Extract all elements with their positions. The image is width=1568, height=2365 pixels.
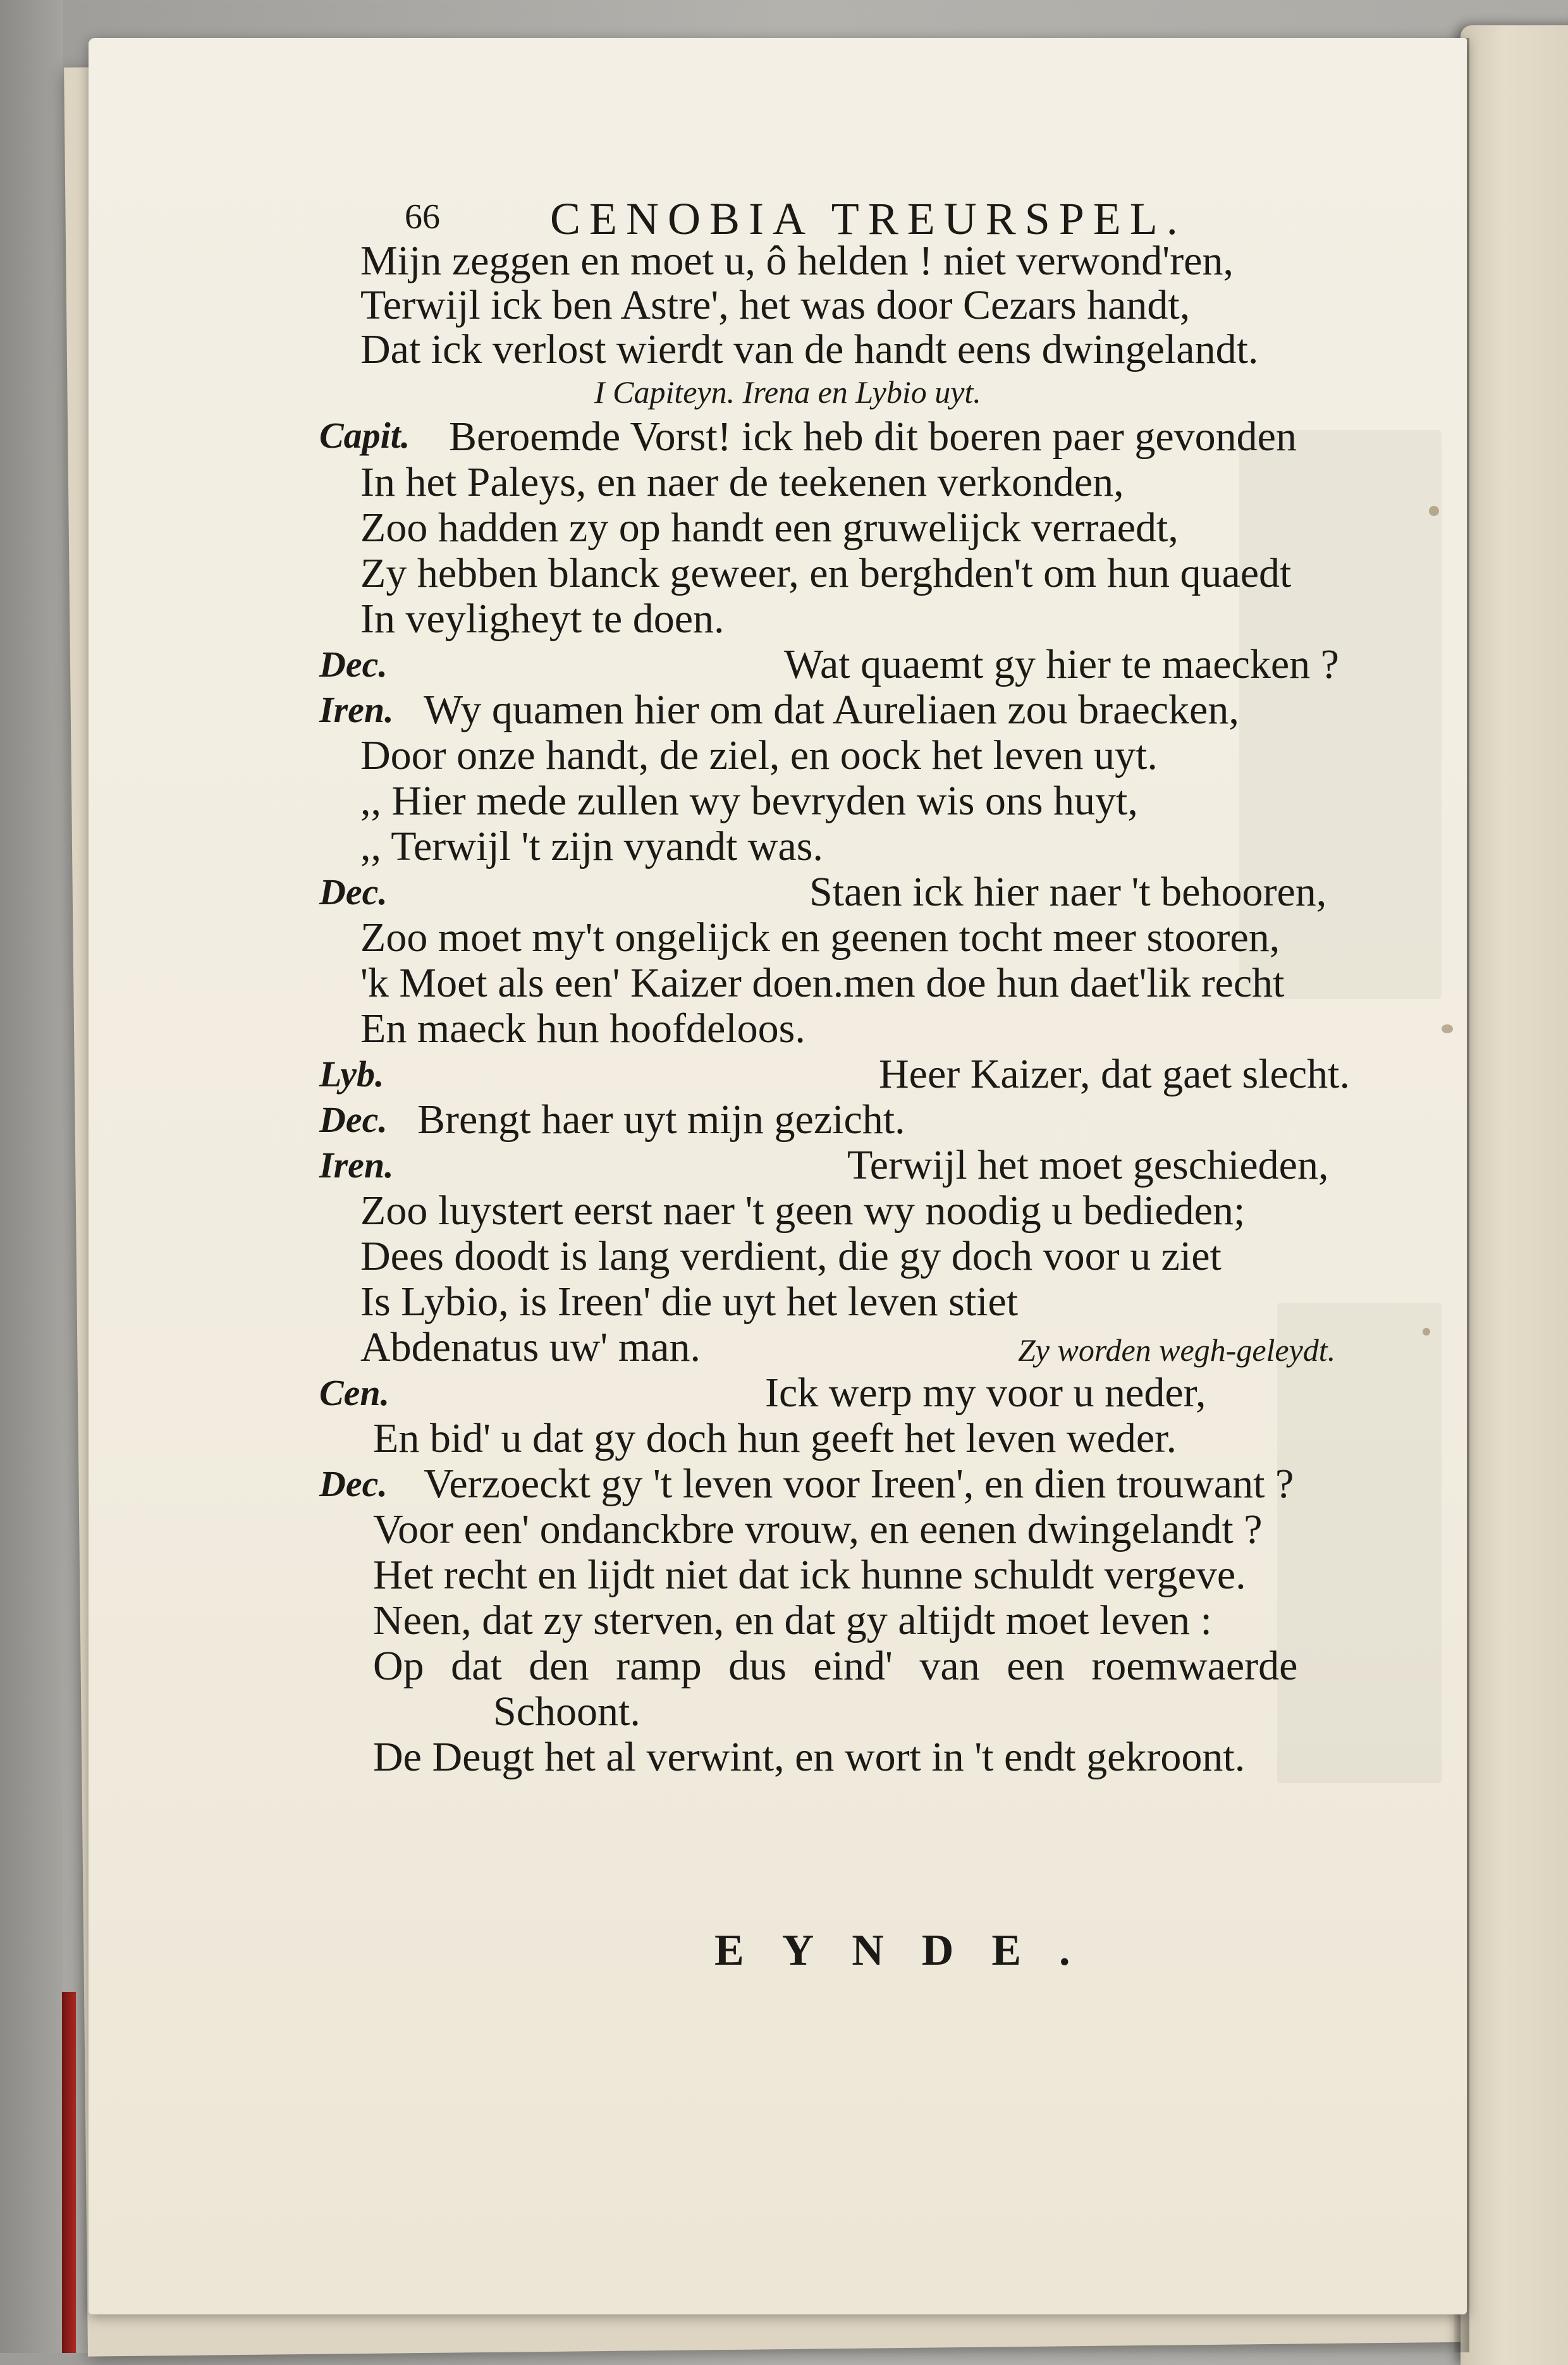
show-through: [1277, 1303, 1442, 1783]
speaker-label: Cen.: [319, 1372, 390, 1413]
verse-line: In het Paleys, en naer de teekenen verkonden,: [360, 459, 1124, 505]
verse-line: ,, Terwijl 't zijn vyandt was.: [360, 823, 823, 869]
verse-line: Heer Kaizer, dat gaet slecht.: [879, 1051, 1350, 1097]
speaker-label: Dec.: [319, 1463, 388, 1504]
speaker-label: Iren.: [319, 689, 394, 730]
stage-direction: I Capiteyn. Irena en Lybio uyt.: [594, 374, 981, 410]
verse-line: Brengt haer uyt mijn gezicht.: [417, 1096, 905, 1143]
verse-line: ,, Hier mede zullen wy bevryden wis ons huyt,: [360, 778, 1138, 824]
verse-line: Neen, dat zy sterven, en dat gy altijdt moet leven :: [373, 1597, 1212, 1643]
verse-line: Het recht en lijdt niet dat ick hunne schuldt vergeve.: [373, 1552, 1246, 1598]
verse-line: Wat quaemt gy hier te maecken ?: [784, 641, 1339, 687]
verse-line: Terwijl ick ben Astre', het was door Cezars handt,: [360, 282, 1191, 328]
book-page: [89, 38, 1467, 2314]
red-cover-edge: [62, 1992, 76, 2353]
verse-line: Schoont.: [493, 1688, 640, 1735]
verse-line: In veyligheyt te doen.: [360, 596, 725, 642]
page-number: 66: [405, 197, 440, 236]
verse-line: Terwijl het moet geschieden,: [847, 1142, 1329, 1188]
verse-line: Mijn zeggen en moet u, ô helden ! niet verwond'ren,: [360, 238, 1234, 284]
verse-line: Dees doodt is lang verdient, die gy doch voor u ziet: [360, 1233, 1222, 1279]
end-mark: EYNDE.: [714, 1926, 1108, 1975]
running-title: CENOBIA TREURSPEL.: [550, 194, 1187, 244]
verse-line: Beroemde Vorst! ick heb dit boeren paer gevonden: [449, 414, 1297, 460]
verse-line: Wy quamen hier om dat Aureliaen zou braecken,: [424, 687, 1239, 733]
speaker-label: Lyb.: [319, 1054, 384, 1095]
speaker-label: Dec.: [319, 1099, 388, 1140]
verse-line: Voor een' ondanckbre vrouw, en eenen dwingelandt ?: [373, 1506, 1263, 1552]
verse-line: Verzoeckt gy 't leven voor Ireen', en dien trouwant ?: [424, 1461, 1294, 1507]
verse-line: En bid' u dat gy doch hun geeft het leven weder.: [373, 1415, 1177, 1461]
speaker-label: Iren.: [319, 1145, 394, 1186]
verse-line: Door onze handt, de ziel, en oock het leven uyt.: [360, 732, 1158, 778]
verse-line: Is Lybio, is Ireen' die uyt het leven stiet: [360, 1279, 1019, 1325]
verse-line: En maeck hun hoofdeloos.: [360, 1005, 805, 1052]
verse-line: De Deugt het al verwint, en wort in 't endt gekroont.: [373, 1734, 1246, 1780]
verse-line: Op dat den ramp dus eind' van een roemwaerde: [373, 1643, 1298, 1689]
verse-line: Dat ick verlost wierdt van de handt eens dwingelandt.: [360, 326, 1259, 372]
foxing-spot: [1423, 1328, 1430, 1336]
verse-line: Zoo luystert eerst naer 't geen wy noodig u bedieden;: [360, 1188, 1246, 1234]
verse-line: 'k Moet als een' Kaizer doen.men doe hun daet'lik recht: [360, 960, 1285, 1006]
verse-line: Ick werp my voor u neder,: [765, 1370, 1206, 1416]
speaker-label: Dec.: [319, 644, 388, 685]
foxing-spot: [1429, 506, 1439, 516]
background-left: [0, 0, 63, 2353]
verse-line: Zoo moet my't ongelijck en geenen tocht meer stooren,: [360, 914, 1280, 961]
stage-direction: Zy worden wegh-geleydt.: [1018, 1332, 1336, 1368]
speaker-label: Capit.: [319, 415, 410, 456]
facing-page: [1461, 25, 1568, 2365]
foxing-spot: [1442, 1024, 1453, 1033]
speaker-label: Dec.: [319, 871, 388, 912]
verse-line: Zy hebben blanck geweer, en berghden't om hun quaedt: [360, 550, 1292, 596]
verse-line: Staen ick hier naer 't behooren,: [809, 869, 1327, 915]
verse-line: Abdenatus uw' man.: [360, 1324, 701, 1370]
verse-line: Zoo hadden zy op handt een gruwelijck verraedt,: [360, 505, 1179, 551]
